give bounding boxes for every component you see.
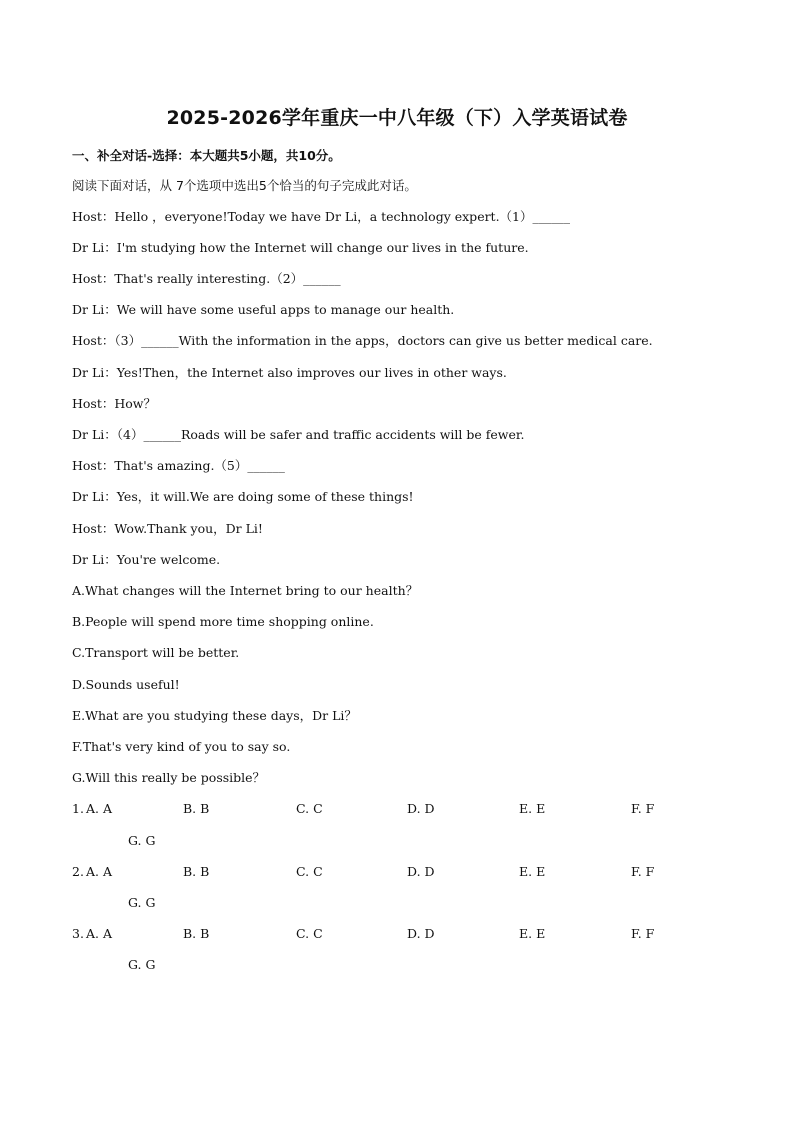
question-number: 3.: [72, 926, 84, 941]
section-heading: 一、补全对话-选择：本大题共5小题，共10分。: [72, 148, 341, 163]
dialogue-line: Host：That's really interesting.（2）______: [72, 271, 341, 286]
dialogue-line: Host：Wow.Thank you，Dr Li!: [72, 521, 263, 536]
option-g[interactable]: G. G: [128, 895, 156, 910]
option-d[interactable]: D. D: [407, 864, 435, 879]
option-a[interactable]: A. A: [86, 864, 113, 879]
dialogue-line: Dr Li：Yes，it will.We are doing some of these things!: [72, 489, 414, 504]
option-c[interactable]: C. C: [296, 926, 323, 941]
dialogue-line: Dr Li：You're welcome.: [72, 552, 221, 567]
option-c[interactable]: C. C: [296, 864, 323, 879]
option-a[interactable]: A. A: [86, 801, 113, 816]
option-d[interactable]: D. D: [407, 801, 435, 816]
choice-item: G.Will this really be possible？: [72, 770, 266, 785]
page-title: 2025-2026学年重庆一中八年级（下）入学英语试卷: [166, 107, 628, 129]
option-b[interactable]: B. B: [183, 801, 210, 816]
option-e[interactable]: E. E: [519, 864, 546, 879]
dialogue-line: Dr Li：I'm studying how the Internet will change our lives in the future.: [72, 240, 529, 255]
choice-item: D.Sounds useful!: [72, 677, 180, 692]
choice-item: C.Transport will be better.: [72, 645, 240, 660]
option-g[interactable]: G. G: [128, 957, 156, 972]
question-number: 2.: [72, 864, 84, 879]
dialogue-line: Dr Li：We will have some useful apps to manage our health.: [72, 302, 455, 317]
option-d[interactable]: D. D: [407, 926, 435, 941]
option-f[interactable]: F. F: [631, 801, 655, 816]
dialogue-line: Host：How？: [72, 396, 156, 411]
choice-item: B.People will spend more time shopping online.: [72, 614, 374, 629]
option-e[interactable]: E. E: [519, 801, 546, 816]
option-f[interactable]: F. F: [631, 864, 655, 879]
choice-item: E.What are you studying these days，Dr Li？: [72, 708, 357, 723]
option-b[interactable]: B. B: [183, 864, 210, 879]
question-number: 1.: [72, 801, 84, 816]
dialogue-line: Host：Hello ，everyone!Today we have Dr Li，a technology expert.（1）______: [72, 209, 571, 224]
option-b[interactable]: B. B: [183, 926, 210, 941]
option-a[interactable]: A. A: [86, 926, 113, 941]
option-c[interactable]: C. C: [296, 801, 323, 816]
option-g[interactable]: G. G: [128, 833, 156, 848]
choice-item: F.That's very kind of you to say so.: [72, 739, 291, 754]
dialogue-line: Host：（3）______With the information in the apps，doctors can give us better medical care.: [72, 333, 653, 348]
option-e[interactable]: E. E: [519, 926, 546, 941]
choice-item: A.What changes will the Internet bring to our health？: [72, 583, 419, 598]
dialogue-line: Dr Li：（4）______Roads will be safer and traffic accidents will be fewer.: [72, 427, 525, 442]
dialogue-line: Host：That's amazing.（5）______: [72, 458, 285, 473]
dialogue-line: Dr Li：Yes!Then，the Internet also improves our lives in other ways.: [72, 365, 507, 380]
option-f[interactable]: F. F: [631, 926, 655, 941]
instruction-text: 阅读下面对话，从 7个选项中选出5个恰当的句子完成此对话。: [72, 178, 417, 193]
